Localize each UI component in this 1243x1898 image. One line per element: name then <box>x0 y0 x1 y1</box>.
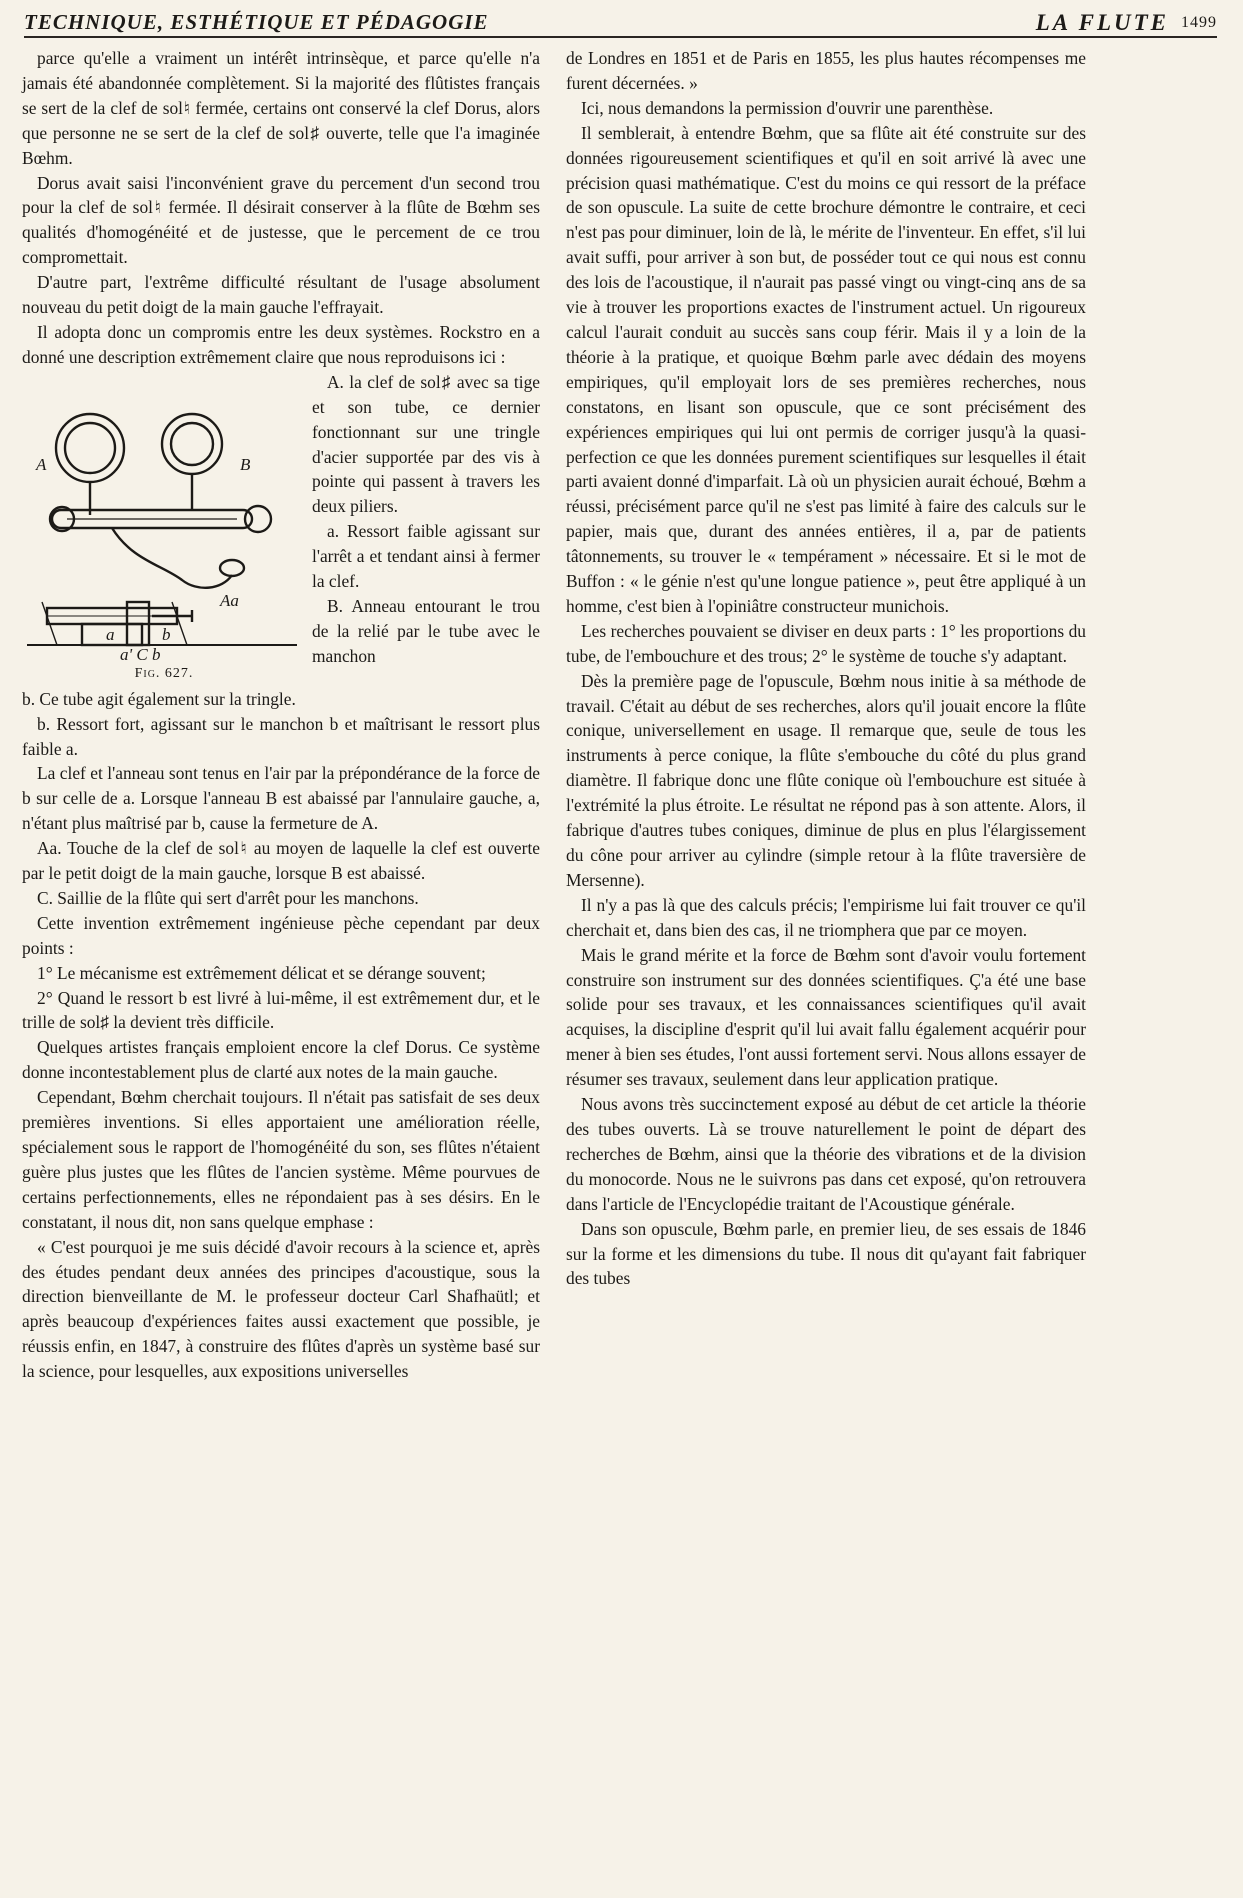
paragraph: Cependant, Bœhm cherchait toujours. Il n'était pas satisfait de ses deux premières inventions. Si elles apportaient une amélioration réelle, spécialement sous le rapport de l'homogénéité du son, ses flûtes n'étaient guère plus justes que les flûtes de l'ancien système. Même pourvues de certains perfectionnements, elles ne répondaient pas à ses désirs. En le constatant, il nous dit, non sans quelque emphase : <box>22 1087 540 1232</box>
figure-legend <box>312 370 540 687</box>
paragraph: Ici, nous demandons la permission d'ouvrir une parenthèse. <box>581 97 994 118</box>
label-a: A <box>36 454 47 474</box>
paragraph: b. Ressort fort, agissant sur le manchon b et maîtrisant le ressort plus faible a. <box>22 713 540 759</box>
label-b: B <box>240 454 251 474</box>
paragraph: Dorus avait saisi l'inconvénient grave du percement d'un second trou pour la clef de sol♮ fermée. Il désirait conserver à la flûte de Bœhm ses qualités d'homogénéité et de justesse, que le percement de ce trou compromettait. <box>22 172 540 268</box>
figure-627 <box>22 370 306 687</box>
label-b-small: b <box>162 624 171 644</box>
paragraph: Il adopta donc un compromis entre les deux systèmes. Rockstro en a donné une description extrêmement claire que nous reproduisons ici : <box>22 321 540 367</box>
paragraph: La clef et l'anneau sont tenus en l'air par la prépondérance de la force de b sur celle de a. Lorsque l'anneau B est abaissé par l'annulaire gauche, a, n'étant plus maîtrisé par b, cause la fermeture de A. <box>22 763 540 834</box>
paragraph: Cette invention extrêmement ingénieuse pèche cependant par deux points : <box>22 912 540 958</box>
paragraph: parce qu'elle a vraiment un intérêt intrinsèque, et parce qu'elle n'a jamais été abandonnée complètement. Si la majorité des flûtistes français se sert de la clef de sol♮ fermée, certains ont conservé la clef Dorus, alors que personne ne se sert de la clef de sol♯ ouverte, telle que l'a imaginée Bœhm. <box>22 48 540 168</box>
paragraph: D'autre part, l'extrême difficulté résultant de l'usage absolument nouveau du petit doigt de la main gauche l'effrayait. <box>22 272 540 318</box>
label-a-small: a <box>106 624 115 644</box>
paragraph: de Londres en 1851 et de Paris en 1855, les plus hautes récompenses me furent décernées. » <box>566 48 1086 93</box>
legend-a: A. la clef de sol♯ avec sa tige et son tube, ce dernier fonctionnant sur une tringle d'acier supportée par des vis à pointe qui passent à travers les deux piliers. <box>312 371 540 517</box>
paragraph: Il n'y a pas là que des calculs précis; l'empirisme lui fait trouver ce qu'il cherchait et, dans bien des cas, il ne triomphera que par ce moyen. <box>566 894 1086 940</box>
right-column <box>566 46 1086 1291</box>
label-acb: a' C b <box>120 644 161 660</box>
figure-block <box>22 370 540 687</box>
figure-caption: Fig. 627. <box>134 665 194 681</box>
paragraph: « C'est pourquoi je me suis décidé d'avoir recours à la science et, après des études pendant deux années des principes d'acoustique, sous la direction bienveillante de M. le professeur docteur Carl Shafhaütl; et après beaucoup d'expériences faites aussi exactement que possible, je réussis enfin, en 1847, à construire des flûtes d'après un système basé sur la science, pour lesquelles, aux expositions universelles <box>22 1236 540 1382</box>
legend-a-small: a. Ressort faible agissant sur l'arrêt a et tendant ainsi à fermer la clef. <box>312 521 540 592</box>
section-title: TECHNIQUE, ESTHÉTIQUE ET PÉDAGOGIE <box>24 10 489 34</box>
running-head <box>24 8 1217 38</box>
paragraph: Dans son opuscule, Bœhm parle, en premier lieu, de ses essais de 1846 sur la forme et les dimensions du tube. Il nous dit qu'ayant fait fabriquer des tubes <box>566 1218 1086 1289</box>
page-number: 1499 <box>1181 14 1217 31</box>
paragraph: Les recherches pouvaient se diviser en deux parts : 1° les proportions du tube, de l'embouchure et des trous; 2° le système de touche s'y adaptant. <box>566 620 1086 666</box>
paragraph: Il semblerait, à entendre Bœhm, que sa flûte ait été construite sur des données rigoureusement scientifiques et qu'il en soit arrivé là avec une précision quasi mathématique. C'est du moins ce qui ressort de la préface de son opuscule. La suite de cette brochure démontre le contraire, et ceci n'est pas pour diminuer, loin de là, le mérite de l'inventeur. En effet, s'il lui avait suffi, pour arriver à son but, de posséder tout ce qui nous est connu des lois de l'acoustique, il n'aurait pas passé vingt ou vingt-cinq ans de sa vie à trouver les proportions exactes de l'instrument actuel. Un rigoureux calcul l'aurait conduit au succès sans coup férir. Mais il y a loin de la théorie à la pratique, et quoique Bœhm parle avec dédain des moyens empiriques, qu'il employait lors de ses premières recherches, nous constatons, en lisant son opuscule, que ce sont précisément des expériences empiriques qui lui ont permis de corriger jusqu'à la quasi-perfection ce que les données purement scientifiques sur lesquelles il était parti avaient donné d'imparfait. Là où un physicien aurait échoué, Bœhm a réussi, précisément parce qu'il ne s'est pas limité à faire des calculs sur le papier, mais que, durant des années entières, il a, par de patients tâtonnements, su trouver le « tempérament » nécessaire. Et si le mot de Buffon : « le génie n'est qu'une longue patience », peut être appliqué à un homme, c'est bien à l'opiniâtre constructeur munichois. <box>566 122 1086 616</box>
chapter-title: LA FLUTE <box>1035 10 1169 35</box>
paragraph: Quelques artistes français emploient encore la clef Dorus. Ce système donne incontestablement plus de clarté aux notes de la main gauche. <box>22 1037 540 1083</box>
label-aa: Aa <box>220 590 239 610</box>
paragraph: 1° Le mécanisme est extrêmement délicat et se dérange souvent; <box>37 962 486 983</box>
paragraph: Dès la première page de l'opuscule, Bœhm nous initie à sa méthode de travail. C'était au début de ses recherches, alors qu'il jouait encore la flûte conique, universellement en usage. Il remarque que, seule de tous les instruments à perce conique, la flûte s'embouche du côté du plus grand diamètre. Il fabrique donc une flûte conique où l'embouchure est située à l'extrémité la plus étroite. Le résultat ne répond pas à son attente. Alors, il fabrique d'autres tubes coniques, diminue de plus en plus l'élargissement du cône pour arriver au cylindre (simple retour à la flûte traversière de Mersenne). <box>566 670 1086 890</box>
paragraph: 2° Quand le ressort b est livré à lui-même, il est extrêmement dur, et le trille de sol♯ la devient très difficile. <box>22 987 540 1033</box>
paragraph: Aa. Touche de la clef de sol♮ au moyen de laquelle la clef est ouverte par le petit doigt de la main gauche, lorsque B est abaissé. <box>22 838 540 884</box>
touch-aa-arm <box>112 528 232 588</box>
paragraph: Nous avons très succinctement exposé au début de cet article la théorie des tubes ouverts. Là se trouve naturellement le point de départ des recherches de Bœhm, ainsi que la théorie des vibrations et de la division du monocorde. Nous ne le suivrons pas dans cet exposé, qu'on retrouvera dans l'article de l'Encyclopédie traitant de l'Acoustique générale. <box>566 1094 1086 1214</box>
paragraph: Mais le grand mérite et la force de Bœhm sont d'avoir voulu fortement construire son instrument sur des données scientifiques. Ç'a été une base solide pour ses travaux, et les connaissances scientifiques qu'il avait acquises, la discipline d'esprit qu'il lui avait fallu également acquérir pour mener à bien ses études, l'ont aussi fortement servi. Nous allons essayer de résumer ses travaux, seulement dans leur application pratique. <box>566 944 1086 1090</box>
paragraph: b. Ce tube agit également sur la tringle. <box>22 688 296 709</box>
dorus-key-mechanism-diagram <box>22 370 306 660</box>
left-column <box>22 46 540 1384</box>
paragraph: C. Saillie de la flûte qui sert d'arrêt pour les manchons. <box>37 887 419 908</box>
legend-b: B. Anneau entourant le trou de la relié par le tube avec le manchon <box>312 595 540 666</box>
